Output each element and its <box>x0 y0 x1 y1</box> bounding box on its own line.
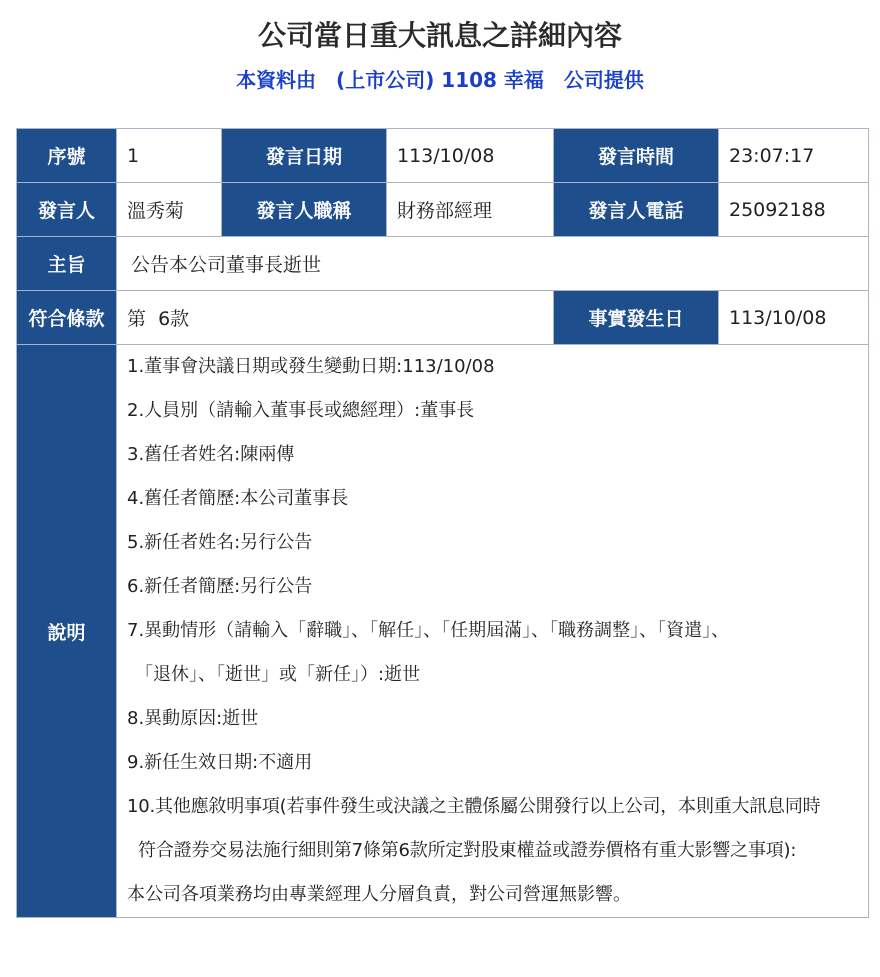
description-line: 7.異動情形（請輸入「辭職」、「解任」、「任期屆滿」、「職務調整」、「資遣」、 <box>127 620 730 641</box>
description-label: 說明 <box>17 345 117 918</box>
time-label: 發言時間 <box>554 129 719 183</box>
description-line: 1.董事會決議日期或發生變動日期:113/10/08 <box>127 356 495 377</box>
description-line: 符合證券交易法施行細則第7條第6款所定對股東權益或證券價格有重大影響之事項): <box>127 840 797 861</box>
table-row <box>17 183 869 237</box>
speaker-phone-value: 25092188 <box>719 183 869 237</box>
speaker-value: 溫秀菊 <box>117 183 222 237</box>
speaker-title-value: 財務部經理 <box>387 183 554 237</box>
table-row <box>17 129 869 183</box>
description-line: 「退休」、「逝世」或「新任」）:逝世 <box>135 664 421 685</box>
event-date-value: 113/10/08 <box>719 291 869 345</box>
subject-label: 主旨 <box>17 237 117 291</box>
event-date-label: 事實發生日 <box>554 291 719 345</box>
clause-label: 符合條款 <box>17 291 117 345</box>
time-value: 23:07:17 <box>719 129 869 183</box>
provider-line: 本資料由 (上市公司) 1108 幸福 公司提供 <box>236 68 644 92</box>
page-title: 公司當日重大訊息之詳細內容 <box>257 19 622 52</box>
description-line: 6.新任者簡歷:另行公告 <box>127 576 313 597</box>
table-row <box>17 237 869 291</box>
speaker-title-label: 發言人職稱 <box>222 183 387 237</box>
table-row <box>17 345 869 918</box>
description-line: 8.異動原因:逝世 <box>127 708 259 729</box>
description-line: 5.新任者姓名:另行公告 <box>127 532 313 553</box>
seq-value: 1 <box>117 129 222 183</box>
subject-value: 公告本公司董事長逝世 <box>117 237 869 291</box>
clause-value: 第 6款 <box>117 291 554 345</box>
speaker-phone-label: 發言人電話 <box>554 183 719 237</box>
speaker-label: 發言人 <box>17 183 117 237</box>
description-line: 10.其他應敘明事項(若事件發生或決議之主體係屬公開發行以上公司，本則重大訊息同時 <box>127 796 821 817</box>
description-content <box>117 345 869 918</box>
table-row <box>17 291 869 345</box>
description-line: 2.人員別（請輸入董事長或總經理）:董事長 <box>127 400 475 421</box>
description-line: 3.舊任者姓名:陳兩傳 <box>127 444 295 465</box>
description-line: 9.新任生效日期:不適用 <box>127 752 313 773</box>
description-line: 4.舊任者簡歷:本公司董事長 <box>127 488 349 509</box>
date-value: 113/10/08 <box>387 129 554 183</box>
seq-label: 序號 <box>17 129 117 183</box>
date-label: 發言日期 <box>222 129 387 183</box>
announcement-table <box>16 128 869 918</box>
description-line: 本公司各項業務均由專業經理人分層負責，對公司營運無影響。 <box>127 884 631 905</box>
